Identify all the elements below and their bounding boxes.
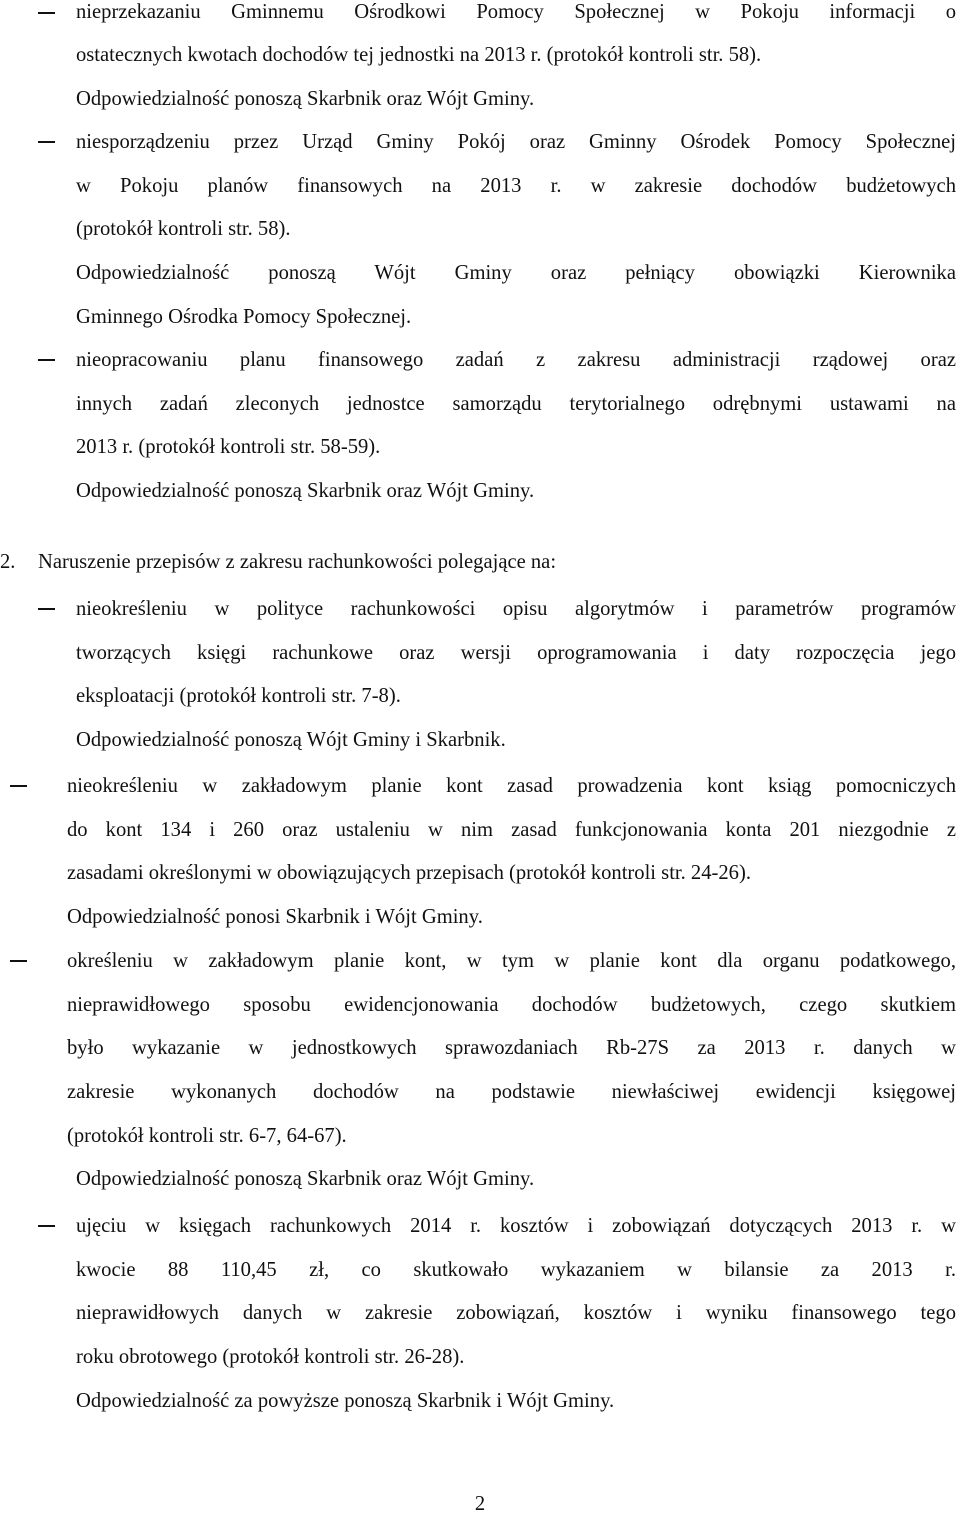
item-line: nieokreśleniu w zakładowym planie kont zasad prowadzenia kont ksiąg pomocniczych: [67, 775, 956, 797]
item-line: nieopracowaniu planu finansowego zadań z zakresu administracji rządowej oraz: [76, 349, 956, 371]
dash-bullet: [38, 12, 55, 14]
item-line: ujęciu w księgach rachunkowych 2014 r. kosztów i zobowiązań dotyczących 2013 r. w: [76, 1215, 956, 1237]
responsibility-text: Odpowiedzialność za powyższe ponoszą Skarbnik i Wójt Gminy.: [76, 1390, 615, 1412]
dash-bullet: [10, 785, 27, 787]
responsibility-text: Odpowiedzialność ponoszą Wójt Gminy i Skarbnik.: [76, 729, 506, 751]
item-line: 2013 r. (protokół kontroli str. 58-59).: [76, 436, 381, 458]
item-line: niesporządzeniu przez Urząd Gminy Pokój oraz Gminny Ośrodek Pomocy Społecznej: [76, 131, 956, 153]
dash-bullet: [38, 608, 55, 610]
page-number: 2: [474, 1493, 486, 1515]
item-line: ostatecznych kwotach dochodów tej jednostki na 2013 r. (protokół kontroli str. 58).: [76, 44, 762, 66]
responsibility-text: Odpowiedzialność ponoszą Skarbnik oraz Wójt Gminy.: [76, 88, 535, 110]
item-line: (protokół kontroli str. 6-7, 64-67).: [67, 1125, 347, 1147]
dash-bullet: [38, 141, 55, 143]
dash-bullet: [38, 1225, 55, 1227]
item-line: nieprzekazaniu Gminnemu Ośrodkowi Pomocy Społecznej w Pokoju informacji o: [76, 1, 956, 23]
dash-bullet: [38, 359, 55, 361]
responsibility-text: Odpowiedzialność ponoszą Skarbnik oraz Wójt Gminy.: [76, 480, 535, 502]
item-line: eksploatacji (protokół kontroli str. 7-8).: [76, 685, 401, 707]
item-line: określeniu w zakładowym planie kont, w tym w planie kont dla organu podatkowego,: [67, 950, 956, 972]
item-line: zasadami określonymi w obowiązujących przepisach (protokół kontroli str. 24-26).: [67, 862, 751, 884]
dash-bullet: [10, 960, 27, 962]
item-line: zakresie wykonanych dochodów na podstawie niewłaściwej ewidencji księgowej: [67, 1081, 956, 1103]
item-line: nieprawidłowych danych w zakresie zobowiązań, kosztów i wyniku finansowego tego: [76, 1302, 956, 1324]
item-line: do kont 134 i 260 oraz ustaleniu w nim zasad funkcjonowania konta 201 niezgodnie z: [67, 819, 956, 841]
item-line: (protokół kontroli str. 58).: [76, 218, 291, 240]
item-line: kwocie 88 110,45 zł, co skutkowało wykazaniem w bilansie za 2013 r.: [76, 1259, 956, 1281]
responsibility-text: Odpowiedzialność ponoszą Wójt Gminy oraz pełniący obowiązki Kierownika: [76, 262, 956, 284]
responsibility-text: Odpowiedzialność ponosi Skarbnik i Wójt Gminy.: [67, 906, 483, 928]
section-title: Naruszenie przepisów z zakresu rachunkowości polegające na:: [38, 551, 557, 573]
section-number: 2.: [0, 551, 16, 573]
item-line: tworzących księgi rachunkowe oraz wersji oprogramowania i daty rozpoczęcia jego: [76, 642, 956, 664]
item-line: roku obrotowego (protokół kontroli str. 26-28).: [76, 1346, 465, 1368]
item-line: w Pokoju planów finansowych na 2013 r. w zakresie dochodów budżetowych: [76, 175, 956, 197]
responsibility-text: Odpowiedzialność ponoszą Skarbnik oraz Wójt Gminy.: [76, 1168, 535, 1190]
item-line: innych zadań zleconych jednostce samorządu terytorialnego odrębnymi ustawami na: [76, 393, 956, 415]
item-line: nieokreśleniu w polityce rachunkowości opisu algorytmów i parametrów programów: [76, 598, 956, 620]
item-line: było wykazanie w jednostkowych sprawozdaniach Rb-27S za 2013 r. danych w: [67, 1037, 956, 1059]
responsibility-text: Gminnego Ośrodka Pomocy Społecznej.: [76, 306, 412, 328]
item-line: nieprawidłowego sposobu ewidencjonowania dochodów budżetowych, czego skutkiem: [67, 994, 956, 1016]
